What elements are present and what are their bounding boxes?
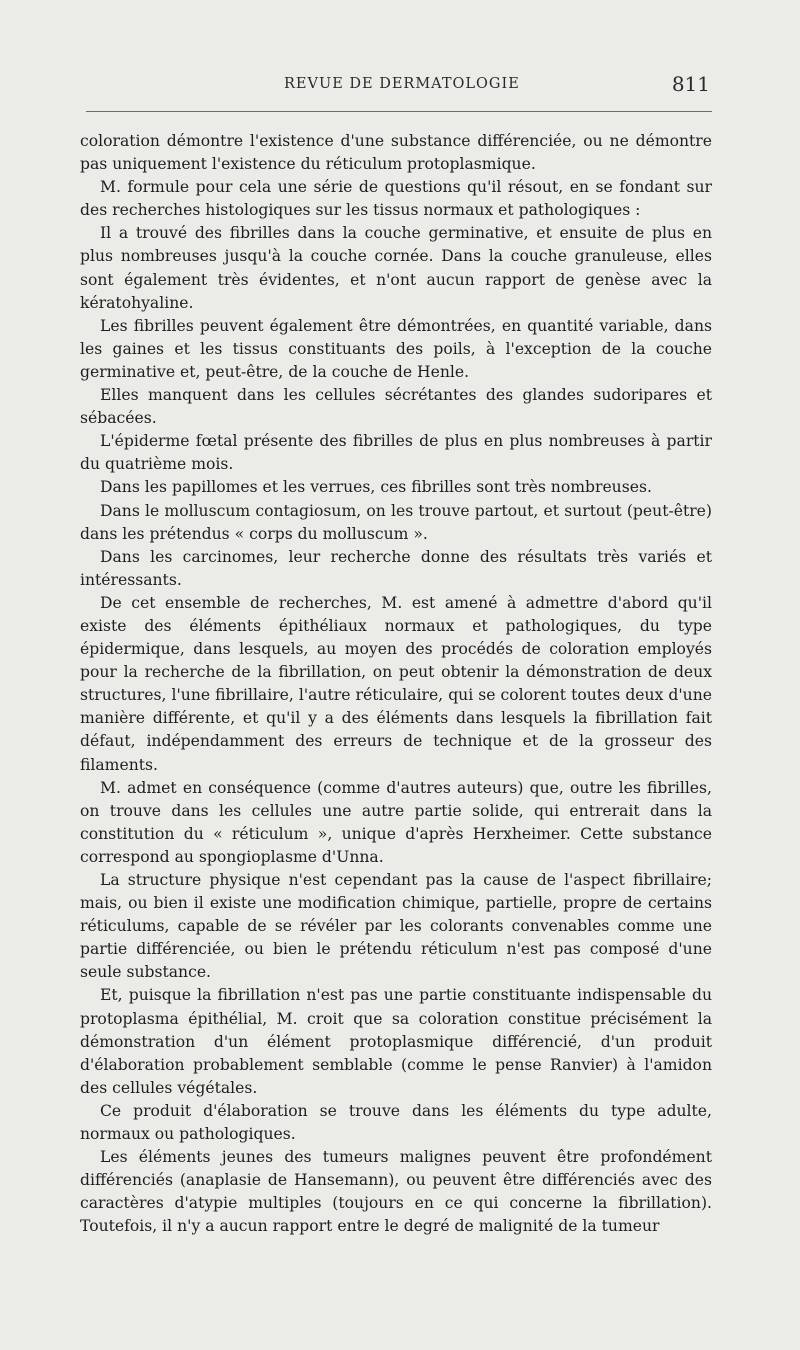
paragraph: L'épiderme fœtal présente des fibrilles de plus en plus nombreuses à partir du quatrième mois. <box>80 432 712 474</box>
paragraph: Dans les carcinomes, leur recherche donne des résultats très variés et intéressants. <box>80 547 712 589</box>
paragraph: Les éléments jeunes des tumeurs malignes peuvent être profondément différenciés (anaplasie de Hansemann), ou peuvent être différenciés avec des caractères d'atypie multiples (toujours en ce qui concerne la fibrillation). Toutefois, il n'y a aucun rapport entre le degré de malignité de la tumeur <box>80 1148 712 1236</box>
paragraph: La structure physique n'est cependant pas la cause de l'aspect fibrillaire; mais, ou bien il existe une modification chimique, partielle, propre de certains réticulums, capable de se révéler par les colorants convenables comme une partie différenciée, ou bien le prétendu réticulum n'est pas composé d'une seule substance. <box>80 871 712 982</box>
paragraph: Dans les papillomes et les verrues, ces fibrilles sont très nombreuses. <box>100 478 652 497</box>
paragraph: coloration démontre l'existence d'une substance différenciée, ou ne démontre pas uniquement l'existence du réticulum protoplasmique. <box>80 132 712 174</box>
paragraph: M. formule pour cela une série de questions qu'il résout, en se fondant sur des recherches histologiques sur les tissus normaux et pathologiques : <box>80 178 712 220</box>
page-header <box>82 74 710 98</box>
paragraph: De cet ensemble de recherches, M. est amené à admettre d'abord qu'il existe des éléments épithéliaux normaux et pathologiques, du type épidermique, dans lesquels, au moyen des procédés de coloration employés pour la recherche de la fibrillation, on peut obtenir la démonstration de deux structures, l'une fibrillaire, l'autre réticulaire, qui se colorent toutes deux d'une manière différente, et qu'il y a des éléments dans lesquels la fibrillation fait défaut, indépendamment des erreurs de technique et de la grosseur des filaments. <box>80 593 712 774</box>
paragraph: Et, puisque la fibrillation n'est pas une partie constituante indispensable du protoplasma épithélial, M. croit que sa coloration constitue précisément la démonstration d'un élément protoplasmique différencié, d'un produit d'élaboration probablement semblable (comme le pense Ranvier) à l'amidon des cellules végétales. <box>80 986 712 1097</box>
paragraph: Ce produit d'élaboration se trouve dans les éléments du type adulte, normaux ou pathologiques. <box>80 1101 712 1144</box>
running-title: REVUE DE DERMATOLOGIE <box>284 76 520 92</box>
paragraph: Il a trouvé des fibrilles dans la couche germinative, et ensuite de plus en plus nombreuses jusqu'à la couche cornée. Dans la couche granuleuse, elles sont également très évidentes, et n'ont aucun rapport de genèse avec la kératohyaline. <box>80 224 712 312</box>
body-text <box>80 130 712 1239</box>
paragraph: Elles manquent dans les cellules sécrétantes des glandes sudoripares et sébacées. <box>80 386 712 428</box>
paragraph: Les fibrilles peuvent également être démontrées, en quantité variable, dans les gaines et les tissus constituants des poils, à l'exception de la couche germinative et, peut-être, de la couche de Henle. <box>80 316 712 381</box>
paragraph: M. admet en conséquence (comme d'autres auteurs) que, outre les fibrilles, on trouve dans les cellules une autre partie solide, qui entrerait dans la constitution du « réticulum », unique d'après Herxheimer. Cette substance correspond au spongioplasme d'Unna. <box>80 778 712 866</box>
header-rule <box>86 111 712 112</box>
paragraph: Dans le molluscum contagiosum, on les trouve partout, et surtout (peut-être) dans les prétendus « corps du molluscum ». <box>80 501 712 543</box>
page-number: 811 <box>671 72 710 96</box>
